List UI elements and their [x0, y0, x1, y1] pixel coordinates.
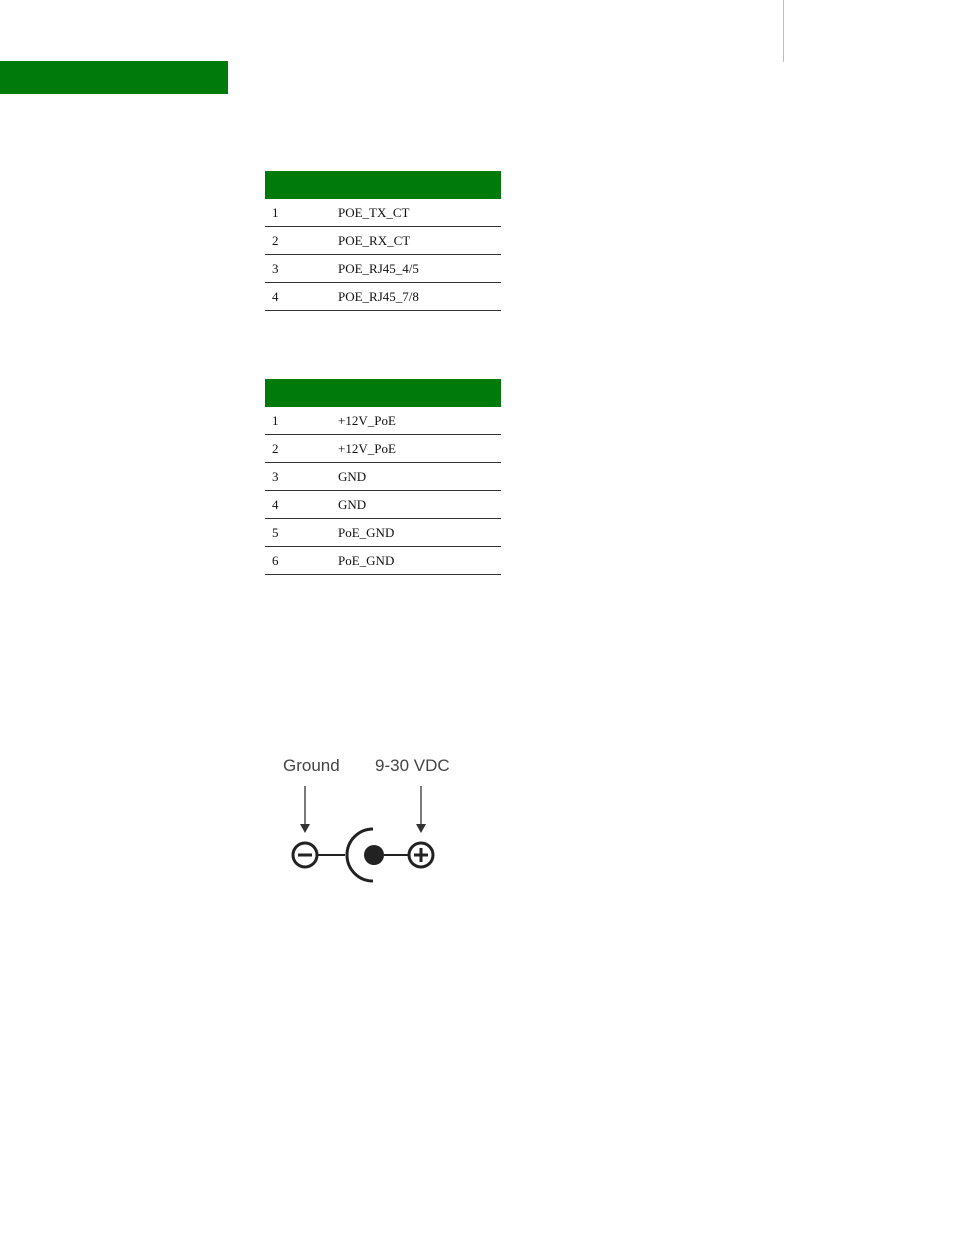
- pin-number: 1: [265, 199, 338, 227]
- signal-name: POE_RJ45_7/8: [338, 283, 501, 311]
- plus-terminal-icon: [409, 843, 433, 867]
- pin-number: 1: [265, 407, 338, 435]
- signal-name: PoE_GND: [338, 547, 501, 575]
- pin-number: 4: [265, 283, 338, 311]
- table-row: [265, 255, 501, 283]
- signal-name: POE_RJ45_4/5: [338, 255, 501, 283]
- signal-column-header: [338, 379, 501, 407]
- center-pin-dot: [364, 845, 384, 865]
- table-row: [265, 435, 501, 463]
- signal-name: +12V_PoE: [338, 435, 501, 463]
- signal-name: GND: [338, 491, 501, 519]
- table-row: [265, 463, 501, 491]
- signal-name: PoE_GND: [338, 519, 501, 547]
- minus-terminal-icon: [293, 843, 317, 867]
- table-row: [265, 547, 501, 575]
- page-top-rule: [783, 0, 784, 62]
- poe-pin-table: [265, 171, 501, 311]
- signal-name: GND: [338, 463, 501, 491]
- table-row: [265, 199, 501, 227]
- pin-number: 2: [265, 227, 338, 255]
- signal-name: +12V_PoE: [338, 407, 501, 435]
- table-row: [265, 283, 501, 311]
- section-header-bar: [0, 61, 228, 94]
- voltage-arrow-head: [416, 824, 426, 833]
- voltage-label: 9-30 VDC: [375, 756, 450, 775]
- signal-name: POE_RX_CT: [338, 227, 501, 255]
- table-row: [265, 491, 501, 519]
- poe-table-header: [265, 171, 501, 199]
- pin-column-header: [265, 171, 338, 199]
- pin-column-header: [265, 379, 338, 407]
- pin-number: 4: [265, 491, 338, 519]
- table-row: [265, 227, 501, 255]
- ground-label: Ground: [283, 756, 340, 775]
- power-table-header: [265, 379, 501, 407]
- table-row: [265, 519, 501, 547]
- pin-number: 3: [265, 463, 338, 491]
- pin-number: 5: [265, 519, 338, 547]
- pin-number: 6: [265, 547, 338, 575]
- signal-column-header: [338, 171, 501, 199]
- ground-arrow-head: [300, 824, 310, 833]
- pin-number: 2: [265, 435, 338, 463]
- signal-name: POE_TX_CT: [338, 199, 501, 227]
- table-row: [265, 407, 501, 435]
- pin-number: 3: [265, 255, 338, 283]
- power-pin-table: [265, 379, 501, 575]
- dc-jack-polarity-diagram: [270, 750, 470, 890]
